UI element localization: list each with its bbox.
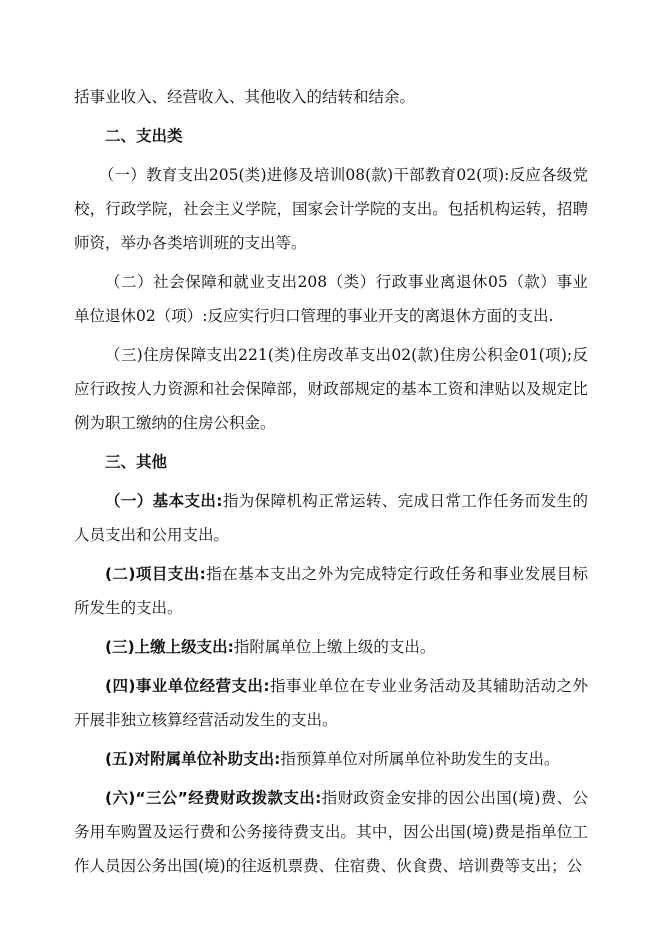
section-heading-other: 三、其他: [105, 453, 168, 471]
document-page: [74, 80, 588, 888]
definition-text: 指为保障机构正常运转、完成日常工作任务而发生的人员支出和公用支出。: [74, 492, 588, 544]
definition-text: 指事业单位在专业业务活动及其辅助活动之外开展非独立核算经营活动发生的支出。: [74, 677, 588, 729]
definition-item: [74, 781, 588, 883]
definition-text: 指在基本支出之外为完成特定行政任务和事业发展目标所发生的支出。: [74, 565, 588, 617]
definition-item: [74, 630, 588, 664]
paragraph-education: （一）教育支出205(类)进修及培训08(款)干部教育02(项):反应各级党校，行政学院，社会主义学院，国家会计学院的支出。包括机构运转，招聘师资，举办各类培训班的支出等。: [74, 166, 588, 252]
paragraph-continuation: 括事业收入、经营收入、其他收入的结转和结余。: [74, 88, 416, 106]
definition-term: (六)“三公”经费财政拨款支出:: [105, 789, 322, 807]
section-heading-expenditure: 二、支出类: [105, 127, 183, 145]
paragraph-housing: （三)住房保障支出221(类)住房改革支出02(款)住房公积金01(项);反应行政按人力资源和社会保障部，财政部规定的基本工资和津贴以及规定比例为职工缴纳的住房公积金。: [74, 346, 588, 432]
definition-term: (二)项目支出:: [105, 565, 206, 583]
definition-text: 指附属单位上缴上级的支出。: [233, 638, 436, 656]
definition-item: [74, 484, 588, 552]
definition-text: 指预算单位对所属单位补助发生的支出。: [280, 750, 560, 768]
definition-term: (四)事业单位经营支出:: [105, 677, 270, 695]
definition-text: 指财政资金安排的因公出国(境)费、公务用车购置及运行费和公务接待费支出。其中，因公出国(境)费是指单位工作人员因公务出国(境)的往返机票费、住宿费、伙食费、培训费等支出；公: [74, 789, 588, 875]
definition-item: [74, 669, 588, 737]
definition-item: [74, 742, 588, 776]
definition-term: (三)上缴上级支出:: [105, 638, 234, 656]
definition-term: (五)对附属单位补助支出:: [105, 750, 281, 768]
paragraph-social-security: （二）社会保障和就业支出208（类）行政事业离退休05（款）事业单位退休02（项）:反应实行归口管理的事业开支的离退休方面的支出.: [74, 273, 588, 325]
definition-item: [74, 557, 588, 625]
definition-term: （一）基本支出:: [105, 492, 223, 510]
